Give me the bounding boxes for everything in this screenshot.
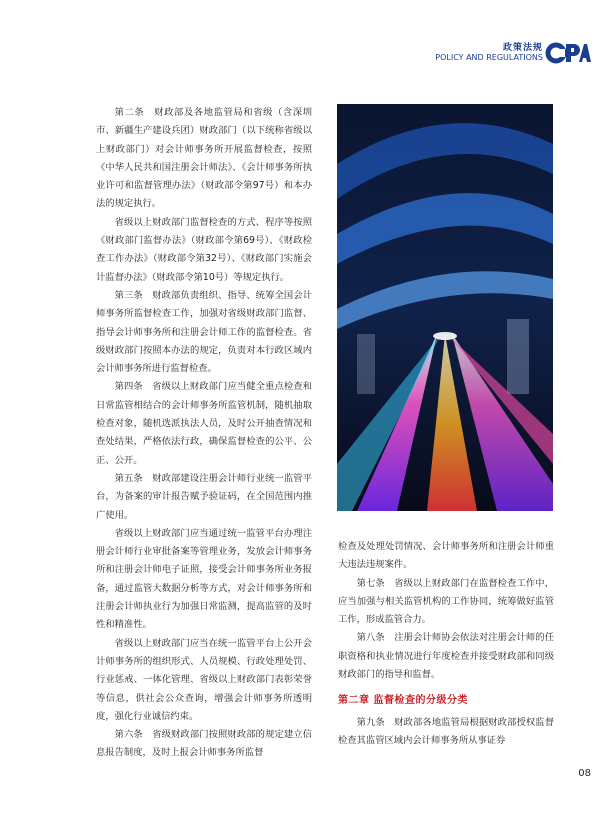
- article-8: 第八条 注册会计师协会依法对注册会计师的任职资格和执业情况进行年度检查并接受财政部和同级财政部门的指导和监督。: [338, 632, 554, 681]
- article-5-para-2: 省级以上财政部门应当通过统一监管平台办理注册会计师行业审批备案等管理业务，发放会计师事务所和注册会计师电子证照，接受会计师事务所业务报备，通过监管大数据分析等方式，对会计师事务所和注册会计师执业行为加强日常监测，提高监管的及时性和精准性。: [96, 527, 312, 631]
- page-header: [435, 43, 543, 63]
- article-2: 第二条 财政部及各地监管局和省级（含深圳市、新疆生产建设兵团）财政部门（以下统称省级以上财政部门）对会计师事务所开展监督检查，按照《中华人民共和国注册会计师法》、《会计师事务所执业许可和监督管理办法》（财政部令第97号）和本办法的规定执行。: [96, 107, 312, 210]
- city-light-trails-photo: [337, 104, 553, 511]
- article-5: 第五条 财政部建设注册会计师行业统一监管平台，为备案的审计报告赋予验证码，在全国范围内推广使用。: [96, 472, 312, 521]
- right-column-2: [338, 714, 554, 751]
- svg-text:CPA: CPA: [577, 66, 579, 67]
- article-4: 第四条 省级以上财政部门应当健全重点检查和日常监管相结合的会计师事务所监管机制，随机抽取检查对象，随机选派执法人员，及时公开抽查情况和查处结果，严格依法行政，确保监督检查的公平、公正、公开。: [96, 381, 312, 466]
- article-2-para-2: 省级以上财政部门监督检查的方式、程序等按照《财政部门监督办法》（财政部令第69号）、《财政检查工作办法》（财政部令第32号）、《财政部门实施会计监督办法》（财政部令第10号）等规定执行。: [96, 216, 312, 283]
- cpa-logo-icon: [547, 40, 591, 66]
- article-3: 第三条 财政部负责组织、指导、统筹全国会计师事务所监督检查工作，加强对省级财政部门监督、指导会计师事务所和注册会计师工作的监督检查。省级财政部门按照本办法的规定，负责对本行政区域内会计师事务所进行监督检查。: [96, 289, 312, 375]
- article-6: 第六条 省级财政部门按照财政部的规定建立信息报告制度，及时上报会计师事务所监督: [96, 729, 312, 759]
- header-title-en: POLICY AND REGULATIONS: [435, 53, 543, 63]
- right-column: [338, 538, 554, 684]
- article-7: 第七条 省级以上财政部门在监督检查工作中，应当加强与相关监管机构的工作协同，统筹做好监管工作，形成监管合力。: [338, 577, 554, 626]
- header-title-cn: 政策法规: [502, 43, 543, 53]
- article-6-cont: 检查及处理处罚情况、会计师事务所和注册会计师重大违法违规案件。: [338, 541, 554, 571]
- page-number: 08: [578, 768, 591, 779]
- left-column: [96, 104, 312, 763]
- article-9: 第九条 财政部各地监管局根据财政部授权监督检查其监管区域内会计师事务所从事证券: [338, 717, 554, 747]
- chapter-2-title: 第二章 监督检查的分级分类: [338, 695, 468, 706]
- article-5-para-3: 省级以上财政部门应当在统一监管平台上公开会计师事务所的组织形式、人员规模、行政处理处罚、行业惩戒、一体化管理、省级以上财政部门表彰荣誉等信息，供社会公众查询，增强会计师事务所透明度，强化行业诚信约束。: [96, 637, 312, 722]
